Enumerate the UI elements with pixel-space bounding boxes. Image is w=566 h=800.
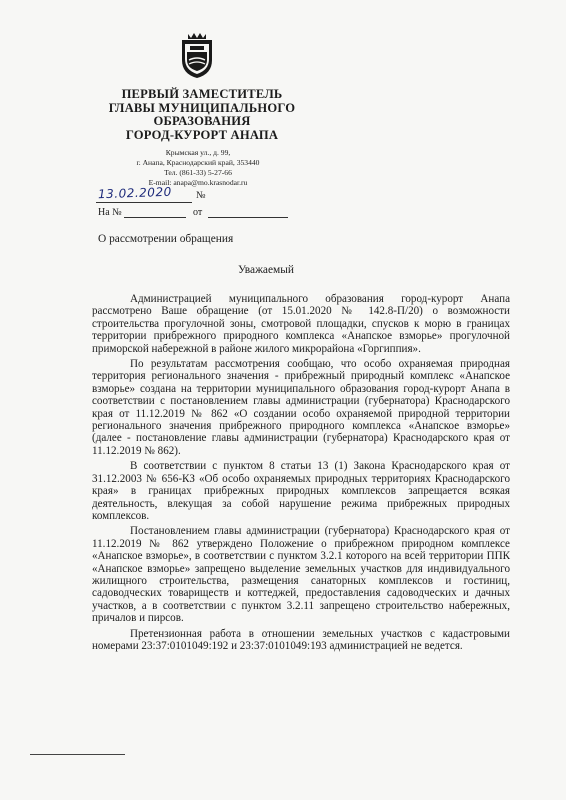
body-paragraph: В соответствии с пунктом 8 статьи 13 (1) Закона Краснодарского края от 31.12.2003 № 656-КЗ «Об особо охраняемых природных территориях Краснодарского края» в границах прибрежных природных комплексов запрещается всякая деятельность, влекущая за собой нарушение режима прибрежных природных комплексов.	[92, 460, 510, 522]
reference-line	[98, 207, 298, 221]
address-line: Тел. (861-33) 5-27-66	[164, 168, 232, 177]
body-paragraph: По результатам рассмотрения сообщаю, что особо охраняемая природная территория регионального значения - прибрежный природный комплекс «Анапское взморье» создана на территории муниципального образования город-курорт Анапа в соответствии с постановлением главы администрации (губернатора) Краснодарского края от 11.12.2019 № 862 «О создании особо охраняемой природной территории регионального значения прибрежного природного комплекса «Анапское взморье» (далее - постановление главы администрации (губернатора) Краснодарского края от 11.12.2019 № 862).	[92, 358, 510, 457]
ref-number-blank	[124, 217, 186, 218]
organization-address	[118, 148, 278, 188]
org-line: ПЕРВЫЙ ЗАМЕСТИТЕЛЬ	[121, 87, 283, 101]
from-label: от	[193, 207, 203, 218]
outgoing-date-line	[97, 184, 238, 204]
org-line: ГОРОД-КУРОРТ АНАПА	[125, 127, 279, 142]
letter-subject: О рассмотрении обращения	[98, 233, 234, 245]
org-line: ОБРАЗОВАНИЯ	[153, 114, 251, 129]
body-paragraph: Претензионная работа в отношении земельных участков с кадастровыми номерами 23:37:0101049:192 и 23:37:0101049:193 администрацией не ведется.	[92, 627, 510, 652]
organization-title	[102, 88, 302, 142]
number-label: №	[196, 190, 206, 201]
address-line: Крымская ул., д. 99,	[165, 148, 231, 157]
body-paragraph: Администрацией муниципального образования город-курорт Анапа рассмотрено Ваше обращение (от 15.01.2020 № 142.8-П/20) о возможности строительства прогулочной зоны, смотровой площадки, спусков к морю в границах территории прибрежного природного комплекса «Анапское взморье» прогулочной приморской набережной в районе жилого микрорайона «Горгиппия».	[92, 293, 510, 355]
address-line: г. Анапа, Краснодарский край, 353440	[136, 158, 260, 167]
org-line: ГЛАВЫ МУНИЦИПАЛЬНОГО	[108, 100, 296, 115]
footer-rule	[30, 754, 125, 755]
ref-date-blank	[208, 217, 288, 218]
coat-of-arms-icon	[178, 30, 216, 80]
address-line: E-mail: anapa@mo.krasnodar.ru	[148, 178, 248, 187]
letter-greeting: Уважаемый	[238, 264, 295, 276]
body-paragraph: Постановлением главы администрации (губернатора) Краснодарского края от 11.12.2019 № 862 утверждено Положение о прибрежном природном комплексе «Анапское взморье», в соответствии с пунктом 3.2.1 которого на всей территории ППК «Анапское взморье» запрещено выделение земельных участков для индивидуального жилищного строительства, размещения санаторных комплексов и гостиниц, садоводческих товариществ и коттеджей, предоставления садоводческих и дачных участков, а в соответствии с пунктом 3.2.11 запрещено строительство набережных, причалов и пирсов.	[92, 525, 510, 625]
ref-label: На №	[98, 207, 122, 218]
letter-body	[92, 293, 510, 655]
date-underline	[96, 202, 192, 203]
handwritten-date: 13.02.2020	[97, 184, 172, 202]
